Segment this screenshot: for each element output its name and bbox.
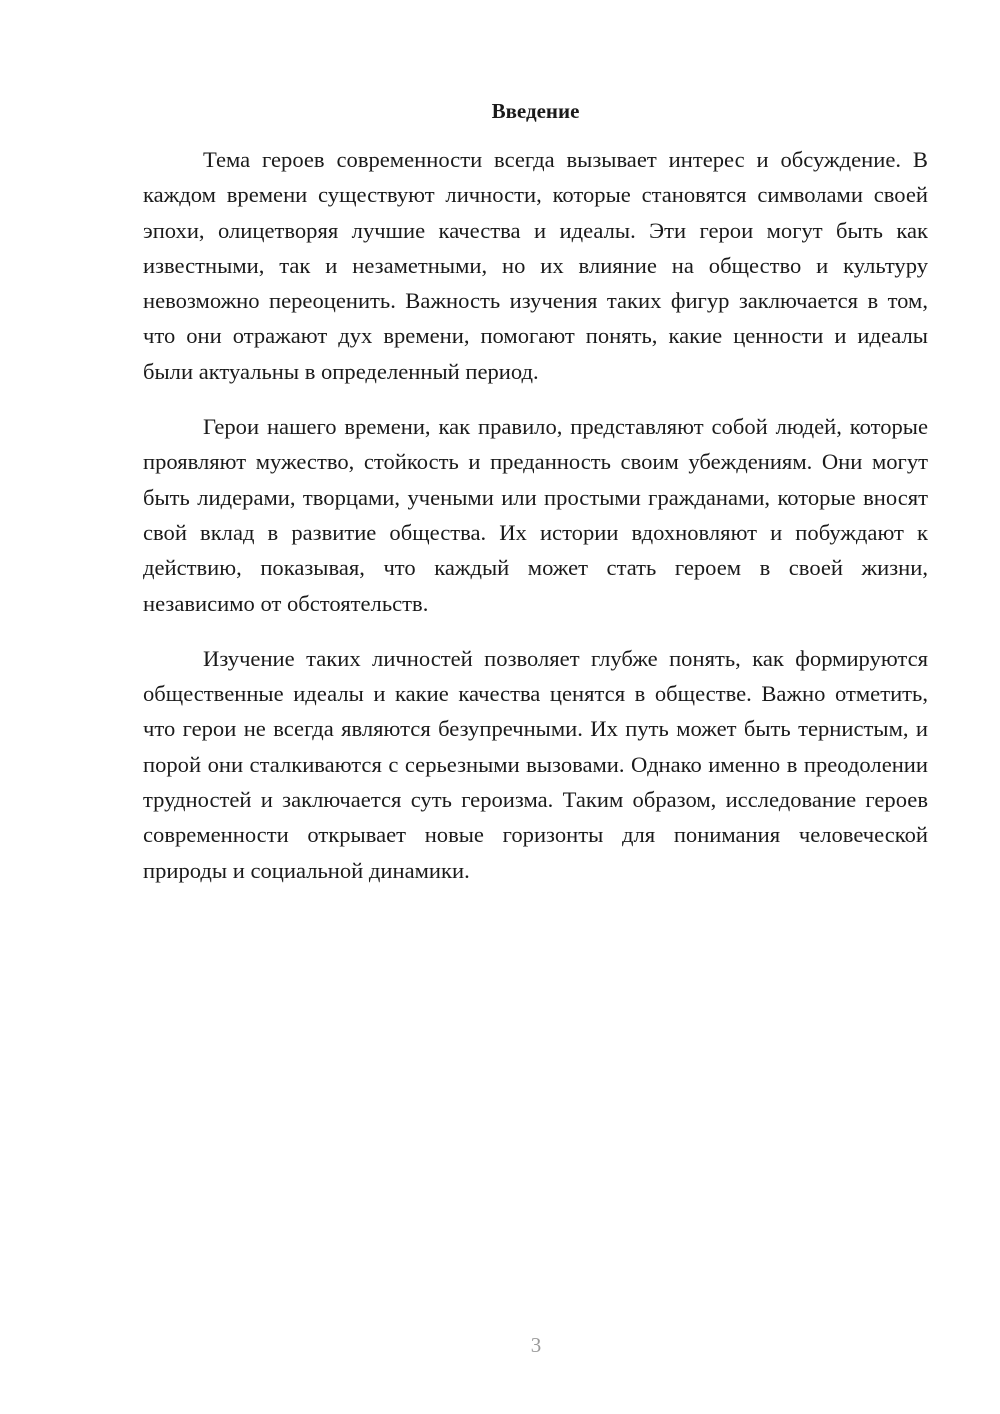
body-text [143,142,928,908]
paragraph-3: Изучение таких личностей позволяет глубже понять, как формируются общественные идеалы и какие качества ценятся в обществе. Важно отметить, что герои не всегда являются безупречными. Их путь может быть тернистым, и порой они сталкиваются с серьезными вызовами. Однако именно в преодолении трудностей и заключается суть героизма. Таким образом, исследование героев современности открывает новые горизонты для понимания человеческой природы и социальной динамики. [143,645,928,883]
page-number: 3 [530,1333,542,1357]
paragraph-1: Тема героев современности всегда вызывает интерес и обсуждение. В каждом времени существуют личности, которые становятся символами своей эпохи, олицетворяя лучшие качества и идеалы. Эти герои могут быть как известными, так и незаметными, но их влияние на общество и культуру невозможно переоценить. Важность изучения таких фигур заключается в том, что они отражают дух времени, помогают понять, какие ценности и идеалы были актуальны в определенный период. [143,147,928,384]
page-title: Введение [491,99,580,123]
paragraph-2: Герои нашего времени, как правило, представляют собой людей, которые проявляют мужество, стойкость и преданность своим убеждениям. Они могут быть лидерами, творцами, учеными или простыми гражданами, которые вносят свой вклад в развитие общества. Их истории вдохновляют и побуждают к действию, показывая, что каждый может стать героем в своей жизни, независимо от обстоятельств. [143,414,928,616]
